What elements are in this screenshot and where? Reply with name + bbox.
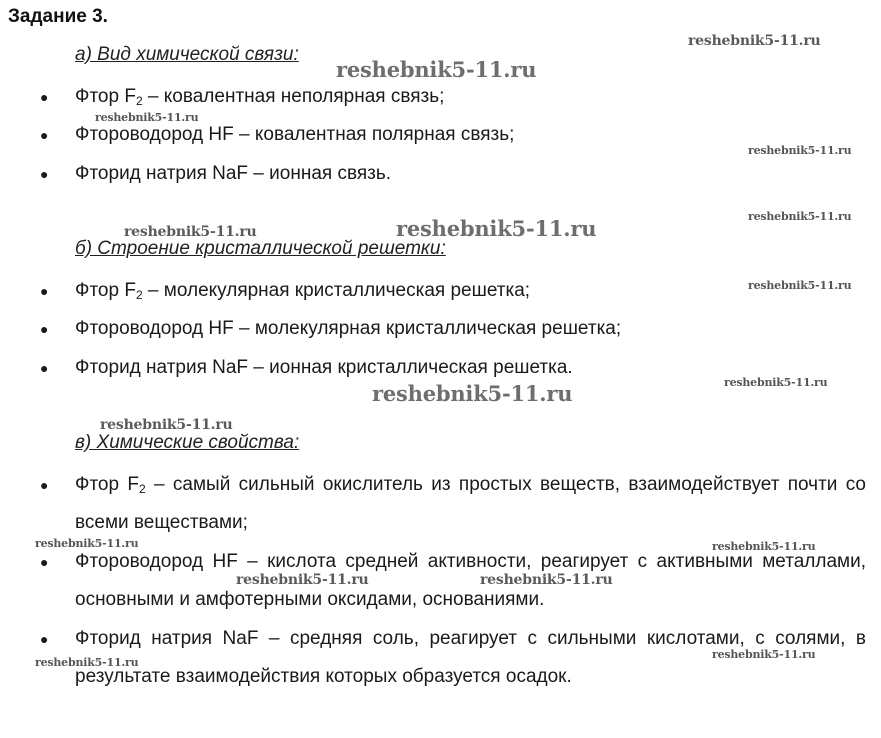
section-heading-c: в) Химические свойства:	[75, 432, 300, 453]
list-item-text: Фтор $F_2$ – ковалентная неполярная связь;	[75, 86, 445, 108]
list-item	[40, 116, 866, 154]
list-item	[40, 466, 866, 542]
watermark: reshebnik5-11.ru	[100, 417, 233, 433]
bullet-icon: ●	[40, 477, 49, 493]
watermark: reshebnik5-11.ru	[712, 540, 816, 553]
list-item-text: Фтороводород HF – молекулярная кристаллическая решетка;	[75, 318, 622, 339]
bullet-icon: ●	[40, 321, 49, 337]
watermark: reshebnik5-11.ru	[35, 537, 139, 550]
bullet-icon: ●	[40, 127, 49, 143]
watermark: reshebnik5-11.ru	[372, 381, 573, 406]
list-item	[40, 272, 866, 310]
watermark: reshebnik5-11.ru	[748, 210, 852, 223]
list-item-text: Фторид натрия NaF – ионная связь.	[75, 163, 392, 184]
watermark: reshebnik5-11.ru	[712, 648, 816, 661]
list-item-text: Фтор $F_2$ – молекулярная кристаллическая решетка;	[75, 280, 531, 302]
bullet-icon: ●	[40, 554, 49, 570]
watermark: reshebnik5-11.ru	[748, 144, 852, 157]
watermark: reshebnik5-11.ru	[688, 33, 821, 49]
bullet-icon: ●	[40, 166, 49, 182]
watermark: reshebnik5-11.ru	[124, 224, 257, 240]
watermark: reshebnik5-11.ru	[35, 656, 139, 669]
section-heading-a: а) Вид химической связи:	[75, 44, 299, 65]
section-heading-b: б) Строение кристаллической решетки:	[75, 238, 446, 259]
watermark: reshebnik5-11.ru	[480, 572, 613, 588]
watermark: reshebnik5-11.ru	[95, 111, 199, 124]
list-item	[40, 310, 866, 348]
list-item-text: Фтор $F_2$ – самый сильный окислитель из простых веществ, взаимодействует почти со всеми веществами;	[75, 474, 867, 533]
watermark: reshebnik5-11.ru	[236, 572, 369, 588]
list-item	[40, 620, 866, 696]
list-item	[40, 155, 866, 193]
list-item	[40, 543, 866, 619]
bullet-icon: ●	[40, 283, 49, 299]
list-item-text: Фторид натрия NaF – средняя соль, реагирует с сильными кислотами, с солями, в результате взаимодействия которых образуется осадок.	[75, 628, 866, 687]
watermark: reshebnik5-11.ru	[748, 279, 852, 292]
watermark: reshebnik5-11.ru	[724, 376, 828, 389]
watermark: reshebnik5-11.ru	[336, 57, 537, 82]
bullet-icon: ●	[40, 89, 49, 105]
list-item-text: Фтороводород HF – ковалентная полярная связь;	[75, 124, 515, 145]
task-title: Задание 3.	[8, 6, 108, 27]
watermark: reshebnik5-11.ru	[396, 216, 597, 241]
list-item-text: Фторид натрия NaF – ионная кристаллическая решетка.	[75, 357, 573, 378]
list-item	[40, 78, 866, 116]
list-item	[40, 349, 866, 387]
bullet-icon: ●	[40, 360, 49, 376]
list-item-text: Фтороводород HF – кислота средней активности, реагирует с активными металлами, основными и амфотерными оксидами, основаниями.	[75, 551, 866, 610]
bullet-icon: ●	[40, 631, 49, 647]
